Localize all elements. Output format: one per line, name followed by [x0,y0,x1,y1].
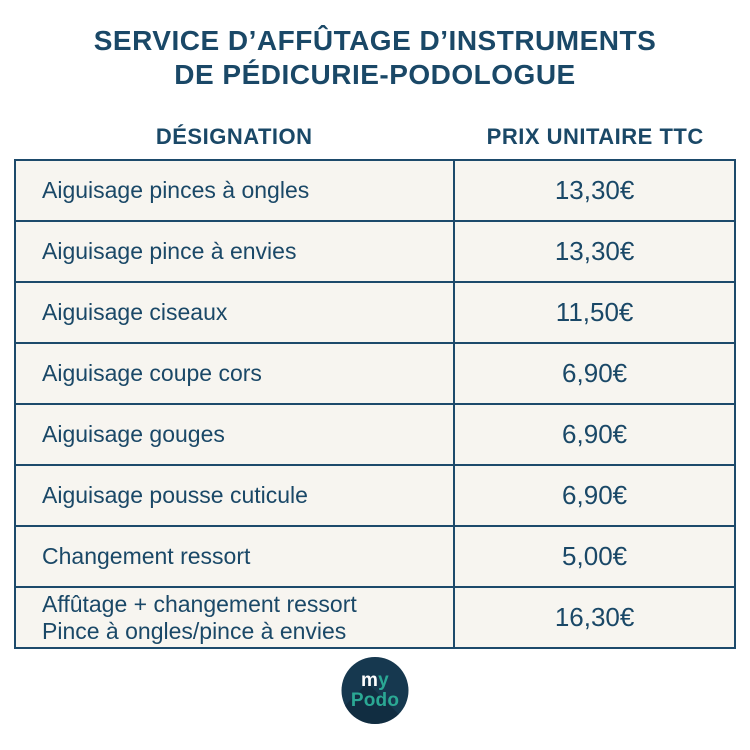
column-header-designation [14,124,454,150]
designation-cell: Aiguisage pousse cuticule [15,465,454,526]
price-cell: 6,90€ [454,465,735,526]
price-cell: 6,90€ [454,404,735,465]
designation-cell: Aiguisage pince à envies [15,221,454,282]
page-title-line1: SERVICE D’AFFÛTAGE D’INSTRUMENTS [93,25,657,56]
price-table-body [15,160,735,648]
designation-cell: Aiguisage pinces à ongles [15,160,454,221]
table-row [15,160,735,221]
logo-word-my-m: m [361,669,379,691]
price-cell: 13,30€ [454,221,735,282]
table-row [15,526,735,587]
mypodo-logo [342,657,409,724]
price-table [14,159,736,649]
price-cell: 6,90€ [454,343,735,404]
designation-cell: Changement ressort [15,526,454,587]
logo-word-my [361,671,389,691]
price-cell: 13,30€ [454,160,735,221]
designation-cell: Affûtage + changement ressort Pince à ongles/pince à envies [15,587,454,648]
table-row [15,221,735,282]
price-cell: 16,30€ [454,587,735,648]
column-header-designation-label: DÉSIGNATION [155,124,313,149]
table-row [15,404,735,465]
logo-word-my-y: y [378,669,389,691]
column-header-price-label: PRIX UNITAIRE TTC [486,124,704,149]
designation-cell: Aiguisage gouges [15,404,454,465]
column-header-price [454,124,736,150]
price-cell: 5,00€ [454,526,735,587]
table-row [15,587,735,648]
table-column-headers [14,124,736,150]
designation-cell: Aiguisage ciseaux [15,282,454,343]
designation-cell: Aiguisage coupe cors [15,343,454,404]
table-row [15,343,735,404]
price-cell: 11,50€ [454,282,735,343]
page-title-line2: DE PÉDICURIE-PODOLOGUE [174,59,576,90]
table-row [15,282,735,343]
page-title [0,0,750,92]
logo-word-podo: Podo [350,689,400,711]
table-row [15,465,735,526]
